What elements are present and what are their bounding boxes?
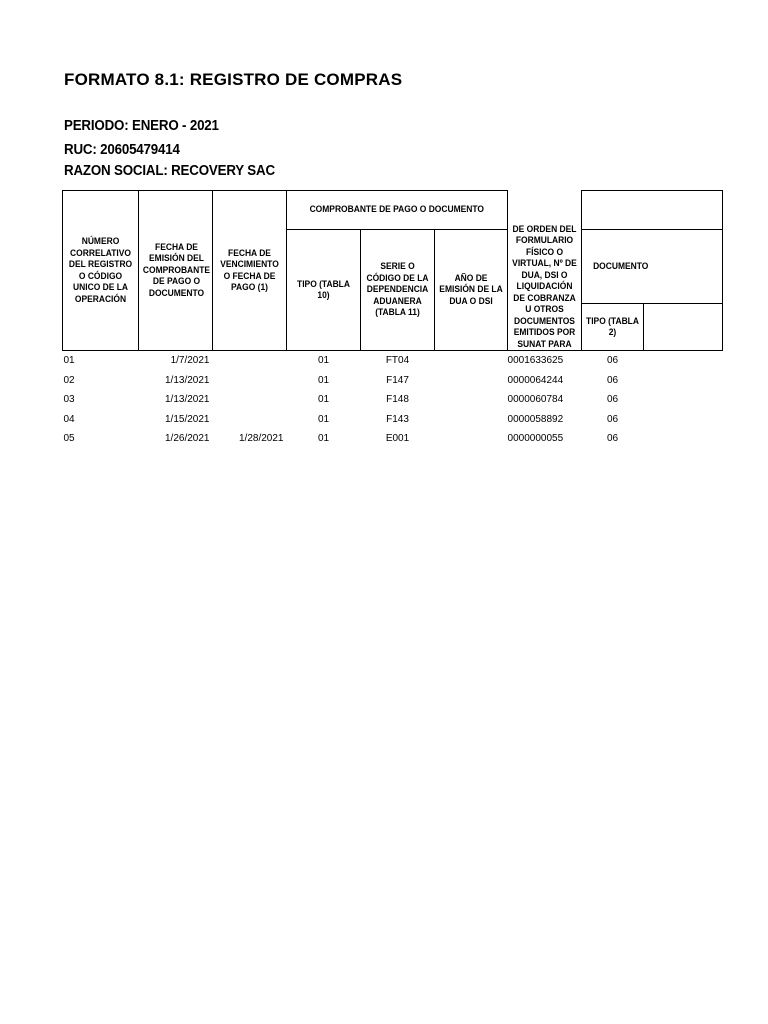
cell-doc-tipo: 06 — [606, 394, 619, 406]
header-numero-orden-text: DE ORDEN DEL FORMULARIO FÍSICO O VIRTUAL, Nº DE DUA, DSI O LIQUIDACIÓN DE COBRANZA U OTROS DOCUMENTOS EMITIDOS POR SUNAT PARA — [512, 223, 577, 349]
table-row — [63, 371, 723, 391]
cell-numero: 05 — [63, 433, 75, 445]
cell-tipo: 01 — [317, 355, 330, 367]
cell-nro-orden: 0001633625 — [507, 355, 564, 367]
header-numero-correlativo — [63, 191, 139, 351]
cell-fecha-emision: 1/13/2021 — [165, 374, 210, 386]
header-group-blank — [582, 191, 723, 230]
cell-doc-tipo: 06 — [606, 355, 619, 367]
cell-fecha-vencimiento — [213, 351, 287, 371]
cell-nro-orden: 0000060784 — [507, 394, 564, 406]
report-title: FORMATO 8.1: REGISTRO DE COMPRAS — [64, 70, 403, 89]
cell-doc-tipo: 06 — [606, 374, 619, 386]
cell-tipo: 01 — [317, 413, 330, 425]
cell-doc-numero — [644, 390, 723, 410]
table-row — [63, 410, 723, 430]
cell-anio — [435, 371, 508, 391]
cell-numero: 03 — [63, 394, 75, 406]
header-serie — [361, 230, 435, 351]
company-name-label: RAZON SOCIAL: RECOVERY SAC — [64, 163, 275, 179]
cell-nro-orden: 0000064244 — [507, 374, 564, 386]
cell-fecha-vencimiento — [213, 371, 287, 391]
cell-tipo: 01 — [317, 374, 330, 386]
header-serie-text: SERIE O CÓDIGO DE LA DEPENDENCIA ADUANERA (TABLA 11) — [366, 261, 429, 318]
cell-fecha-vencimiento — [213, 410, 287, 430]
cell-fecha-vencimiento — [213, 390, 287, 410]
cell-serie: F143 — [386, 413, 409, 425]
cell-tipo: 01 — [317, 433, 330, 445]
cell-nro-orden: 0000000055 — [507, 433, 564, 445]
cell-serie: F148 — [386, 394, 409, 406]
header-fecha-vencimiento — [213, 191, 287, 351]
header-fecha-emision-text: FECHA DE EMISIÓN DEL COMPROBANTE DE PAGO O DOCUMENTO — [142, 241, 211, 298]
cell-fecha-vencimiento: 1/28/2021 — [239, 433, 284, 445]
header-anio-dua-text: AÑO DE EMISIÓN DE LA DUA O DSI — [439, 272, 503, 306]
cell-serie: F147 — [386, 374, 409, 386]
cell-doc-numero — [644, 410, 723, 430]
header-group-documento-text: DOCUMENTO — [593, 260, 649, 271]
cell-fecha-emision: 1/26/2021 — [165, 433, 210, 445]
header-group-documento — [582, 230, 723, 304]
cell-numero: 01 — [63, 355, 75, 367]
header-tipo-text: TIPO (TABLA 10) — [297, 278, 350, 300]
table-row — [63, 429, 723, 449]
cell-fecha-emision: 1/15/2021 — [165, 413, 210, 425]
header-group-comprobante-text: COMPROBANTE DE PAGO O DOCUMENTO — [309, 204, 485, 215]
header-fecha-emision — [139, 191, 213, 351]
cell-fecha-emision: 1/7/2021 — [170, 355, 210, 367]
cell-numero: 02 — [63, 374, 75, 386]
header-doc-tipo-text: TIPO (TABLA 2) — [586, 315, 639, 337]
header-doc-tipo — [582, 304, 644, 351]
cell-nro-orden: 0000058892 — [507, 413, 564, 425]
header-fecha-vencimiento-text: FECHA DE VENCIMIENTO O FECHA DE PAGO (1) — [220, 247, 279, 292]
cell-doc-tipo: 06 — [606, 433, 619, 445]
cell-doc-numero — [644, 371, 723, 391]
table-row — [63, 390, 723, 410]
cell-doc-numero — [644, 351, 723, 371]
cell-anio — [435, 351, 508, 371]
header-numero-correlativo-text: NÚMERO CORRELATIVO DEL REGISTRO O CÓDIGO UNICO DE LA OPERACIÓN — [68, 236, 133, 304]
purchase-register-table-viewport — [62, 190, 649, 445]
header-group-comprobante — [287, 191, 508, 230]
cell-numero: 04 — [63, 413, 75, 425]
cell-anio — [435, 429, 508, 449]
cell-fecha-emision: 1/13/2021 — [165, 394, 210, 406]
cell-doc-tipo: 06 — [606, 413, 619, 425]
cell-tipo: 01 — [317, 394, 330, 406]
ruc-label: RUC: 20605479414 — [64, 142, 180, 158]
cell-anio — [435, 390, 508, 410]
period-label: PERIODO: ENERO - 2021 — [64, 118, 219, 134]
cell-anio — [435, 410, 508, 430]
header-anio-dua — [435, 230, 508, 351]
header-numero-orden — [508, 191, 582, 351]
cell-doc-numero — [644, 429, 723, 449]
purchase-register-table — [62, 190, 723, 449]
cell-serie: FT04 — [385, 355, 410, 367]
header-tipo — [287, 230, 361, 351]
table-row — [63, 351, 723, 371]
header-doc-numero — [644, 304, 723, 351]
cell-serie: E001 — [385, 433, 410, 445]
